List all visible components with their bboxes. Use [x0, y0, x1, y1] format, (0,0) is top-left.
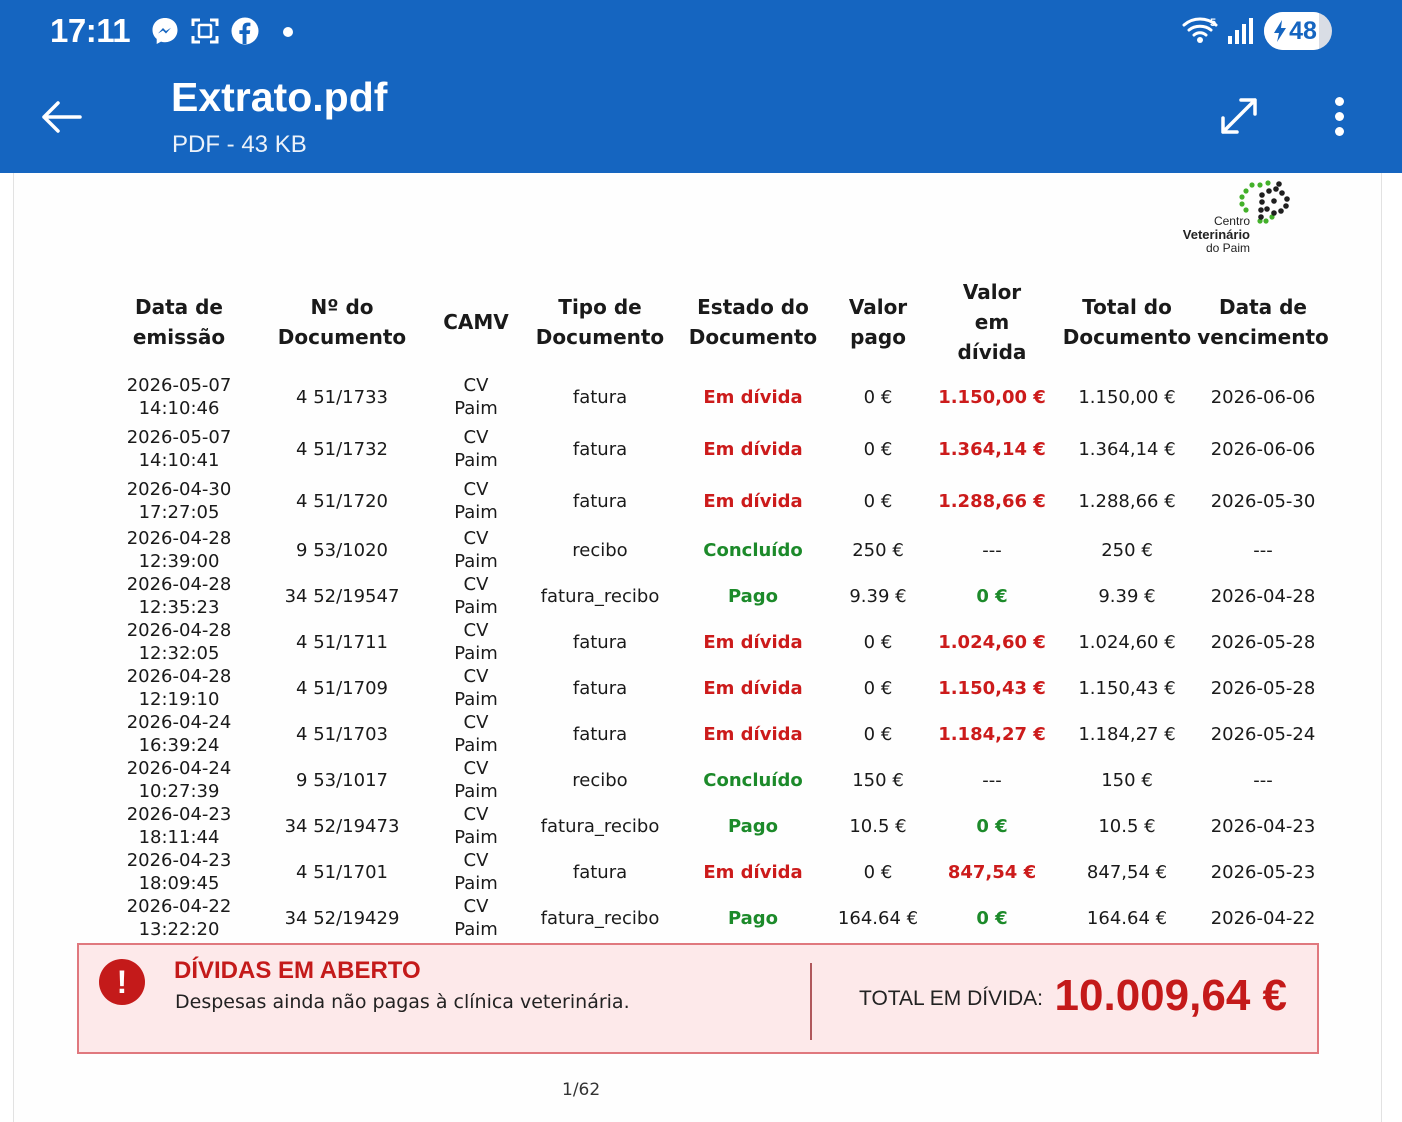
cell-camv: CV Paim: [454, 528, 498, 572]
cell-issue-date: 2026-04-28 12:39:00: [126, 528, 232, 572]
clinic-logo: [1162, 177, 1294, 255]
cell-document-state: Em dívida: [703, 631, 803, 653]
cell-debt-amount: ---: [982, 539, 1002, 561]
cell-document-state: Em dívida: [703, 677, 803, 699]
cell-document-total: 250 €: [1101, 539, 1153, 561]
cell-document-total: 1.184,27 €: [1078, 723, 1176, 745]
cell-due-date: 2026-05-23: [1210, 861, 1316, 883]
cell-debt-amount: 1.364,14 €: [938, 438, 1046, 460]
header-issue-date: Data de emissão: [132, 295, 226, 349]
cell-due-date: 2026-05-24: [1210, 723, 1316, 745]
table-row: [101, 475, 1331, 527]
table-row: [101, 371, 1331, 423]
cell-document-number: 34 52/19473: [284, 815, 400, 837]
cell-camv: CV Paim: [454, 850, 498, 894]
cell-due-date: 2026-04-23: [1210, 815, 1316, 837]
cell-issue-date: 2026-04-28 12:35:23: [126, 574, 232, 618]
table-row: [101, 757, 1331, 803]
cell-document-total: 1.288,66 €: [1078, 490, 1176, 512]
cell-paid-amount: 0 €: [863, 861, 893, 883]
open-debts-description: Despesas ainda não pagas à clínica veterinária.: [175, 991, 630, 1013]
cell-debt-amount: 0 €: [976, 585, 1008, 607]
cell-camv: CV Paim: [454, 804, 498, 848]
cell-due-date: 2026-06-06: [1210, 438, 1316, 460]
open-debts-alert: [77, 943, 1319, 1054]
cell-document-total: 150 €: [1101, 769, 1153, 791]
cell-document-state: Em dívida: [703, 438, 803, 460]
cell-due-date: 2026-06-06: [1210, 386, 1316, 408]
cell-paid-amount: 0 €: [863, 490, 893, 512]
cell-document-type: fatura_recibo: [540, 815, 660, 837]
cell-document-total: 1.024,60 €: [1078, 631, 1176, 653]
cell-document-number: 4 51/1720: [296, 490, 388, 512]
cell-document-number: 4 51/1709: [296, 677, 388, 699]
cell-debt-amount: 0 €: [976, 907, 1008, 929]
cell-document-type: fatura_recibo: [540, 585, 660, 607]
cell-document-state: Concluído: [703, 539, 803, 561]
cell-document-type: fatura: [572, 861, 628, 883]
table-header-row: [101, 273, 1331, 371]
cell-paid-amount: 10.5 €: [849, 815, 907, 837]
notification-dot-icon: [283, 27, 293, 37]
cell-document-type: fatura: [572, 631, 628, 653]
cell-debt-amount: 1.184,27 €: [938, 723, 1046, 745]
cell-due-date: 2026-04-28: [1210, 585, 1316, 607]
cell-document-type: fatura: [572, 723, 628, 745]
cell-document-state: Em dívida: [703, 386, 803, 408]
cell-debt-amount: 1.150,43 €: [938, 677, 1046, 699]
cell-due-date: ---: [1253, 539, 1273, 561]
cell-camv: CV Paim: [454, 375, 498, 419]
alert-icon: !: [99, 959, 145, 1005]
battery-percent: 48: [1289, 17, 1317, 45]
cell-document-type: recibo: [572, 539, 628, 561]
svg-text:5: 5: [1210, 17, 1217, 29]
cell-camv: CV Paim: [454, 574, 498, 618]
cell-paid-amount: 164.64 €: [837, 907, 919, 929]
cell-paid-amount: 0 €: [863, 677, 893, 699]
cell-camv: CV Paim: [454, 712, 498, 756]
cell-camv: CV Paim: [454, 758, 498, 802]
table-row: [101, 573, 1331, 619]
header-paid-amount: Valor pago: [848, 295, 908, 349]
statement-table: [101, 273, 1331, 941]
cell-issue-date: 2026-04-22 13:22:20: [126, 896, 232, 940]
cell-camv: CV Paim: [454, 479, 498, 523]
table-row: [101, 665, 1331, 711]
cell-document-number: 9 53/1017: [296, 769, 388, 791]
cell-document-number: 4 51/1732: [296, 438, 388, 460]
cell-issue-date: 2026-04-23 18:09:45: [126, 850, 232, 894]
cell-issue-date: 2026-04-23 18:11:44: [126, 804, 232, 848]
cell-due-date: 2026-05-28: [1210, 677, 1316, 699]
back-arrow-icon[interactable]: [38, 94, 84, 140]
cell-paid-amount: 0 €: [863, 631, 893, 653]
cell-paid-amount: 9.39 €: [849, 585, 907, 607]
cell-document-state: Em dívida: [703, 723, 803, 745]
app-bar: [0, 0, 1402, 173]
cell-debt-amount: 1.024,60 €: [938, 631, 1046, 653]
logo-line-2: Veterinário: [1182, 227, 1250, 242]
cell-camv: CV Paim: [454, 666, 498, 710]
cell-document-state: Pago: [727, 585, 779, 607]
total-debt-label: TOTAL EM DÍVIDA:: [859, 987, 1043, 1010]
cell-document-total: 10.5 €: [1098, 815, 1156, 837]
table-row: [101, 895, 1331, 941]
file-title: Extrato.pdf: [171, 74, 388, 120]
cell-issue-date: 2026-04-24 10:27:39: [126, 758, 232, 802]
cell-camv: CV Paim: [454, 896, 498, 940]
cell-issue-date: 2026-04-28 12:19:10: [126, 666, 232, 710]
cell-paid-amount: 0 €: [863, 438, 893, 460]
status-time: 17:11: [50, 12, 131, 49]
cell-document-type: recibo: [572, 769, 628, 791]
cell-document-total: 847,54 €: [1086, 861, 1168, 883]
cell-document-total: 1.150,43 €: [1078, 677, 1176, 699]
facebook-icon: [230, 16, 260, 46]
more-vertical-icon[interactable]: [1326, 94, 1352, 140]
cell-document-state: Pago: [727, 815, 779, 837]
cell-document-number: 34 52/19429: [284, 907, 400, 929]
cell-debt-amount: 1.150,00 €: [938, 386, 1046, 408]
screenshot-icon: [190, 16, 220, 46]
cell-document-number: 4 51/1733: [296, 386, 388, 408]
cell-paid-amount: 150 €: [852, 769, 904, 791]
cell-camv: CV Paim: [454, 620, 498, 664]
expand-icon[interactable]: [1217, 94, 1261, 138]
cell-camv: CV Paim: [454, 427, 498, 471]
header-document-type: Tipo de Documento: [535, 295, 665, 349]
signal-icon: [1226, 16, 1254, 46]
cell-due-date: 2026-05-30: [1210, 490, 1316, 512]
messenger-icon: [150, 16, 180, 46]
cell-paid-amount: 0 €: [863, 386, 893, 408]
cell-due-date: 2026-04-22: [1210, 907, 1316, 929]
open-debts-title: DÍVIDAS EM ABERTO: [174, 957, 421, 984]
cell-paid-amount: 250 €: [852, 539, 904, 561]
table-row: [101, 711, 1331, 757]
cell-document-type: fatura_recibo: [540, 907, 660, 929]
header-document-state: Estado do Documento: [688, 295, 818, 349]
cell-document-state: Em dívida: [703, 490, 803, 512]
cell-issue-date: 2026-04-28 12:32:05: [126, 620, 232, 664]
table-row: [101, 849, 1331, 895]
cell-document-number: 9 53/1020: [296, 539, 388, 561]
cell-debt-amount: ---: [982, 769, 1002, 791]
cell-issue-date: 2026-05-07 14:10:46: [126, 375, 232, 419]
wifi-icon: [1182, 14, 1222, 46]
header-due-date: Data de vencimento: [1197, 295, 1329, 349]
cell-document-total: 164.64 €: [1086, 907, 1168, 929]
header-camv: CAMV: [443, 310, 509, 334]
logo-line-1: Centro: [1213, 214, 1250, 228]
cell-document-type: fatura: [572, 490, 628, 512]
cell-due-date: ---: [1253, 769, 1273, 791]
cell-document-total: 1.364,14 €: [1078, 438, 1176, 460]
total-debt-value: 10.009,64 €: [1054, 971, 1287, 1020]
header-document-total: Total do Documento: [1062, 295, 1192, 349]
cell-document-number: 34 52/19547: [284, 585, 400, 607]
cell-document-total: 9.39 €: [1098, 585, 1156, 607]
header-document-number: Nº do Documento: [277, 295, 407, 349]
table-row: [101, 527, 1331, 573]
cell-document-state: Em dívida: [703, 861, 803, 883]
cell-debt-amount: 847,54 €: [947, 861, 1037, 883]
cell-paid-amount: 0 €: [863, 723, 893, 745]
cell-document-type: fatura: [572, 677, 628, 699]
table-row: [101, 423, 1331, 475]
table-row: [101, 803, 1331, 849]
cell-due-date: 2026-05-28: [1210, 631, 1316, 653]
file-subtitle: PDF - 43 KB: [172, 131, 307, 158]
table-row: [101, 619, 1331, 665]
cell-document-state: Pago: [727, 907, 779, 929]
cell-document-number: 4 51/1701: [296, 861, 388, 883]
battery-indicator: [1264, 12, 1332, 50]
cell-issue-date: 2026-04-30 17:27:05: [126, 479, 232, 523]
cell-document-type: fatura: [572, 386, 628, 408]
cell-debt-amount: 1.288,66 €: [938, 490, 1046, 512]
cell-document-number: 4 51/1711: [296, 631, 388, 653]
cell-document-total: 1.150,00 €: [1078, 386, 1176, 408]
cell-document-number: 4 51/1703: [296, 723, 388, 745]
cell-issue-date: 2026-05-07 14:10:41: [126, 427, 232, 471]
page-indicator: 1/62: [562, 1080, 601, 1100]
cell-document-state: Concluído: [703, 769, 803, 791]
pdf-page[interactable]: [13, 173, 1382, 1122]
header-debt-amount: Valor em dívida: [957, 280, 1027, 364]
debt-divider: [810, 963, 812, 1040]
cell-issue-date: 2026-04-24 16:39:24: [126, 712, 232, 756]
cell-document-type: fatura: [572, 438, 628, 460]
logo-line-3: do Paim: [1205, 241, 1250, 255]
cell-debt-amount: 0 €: [976, 815, 1008, 837]
